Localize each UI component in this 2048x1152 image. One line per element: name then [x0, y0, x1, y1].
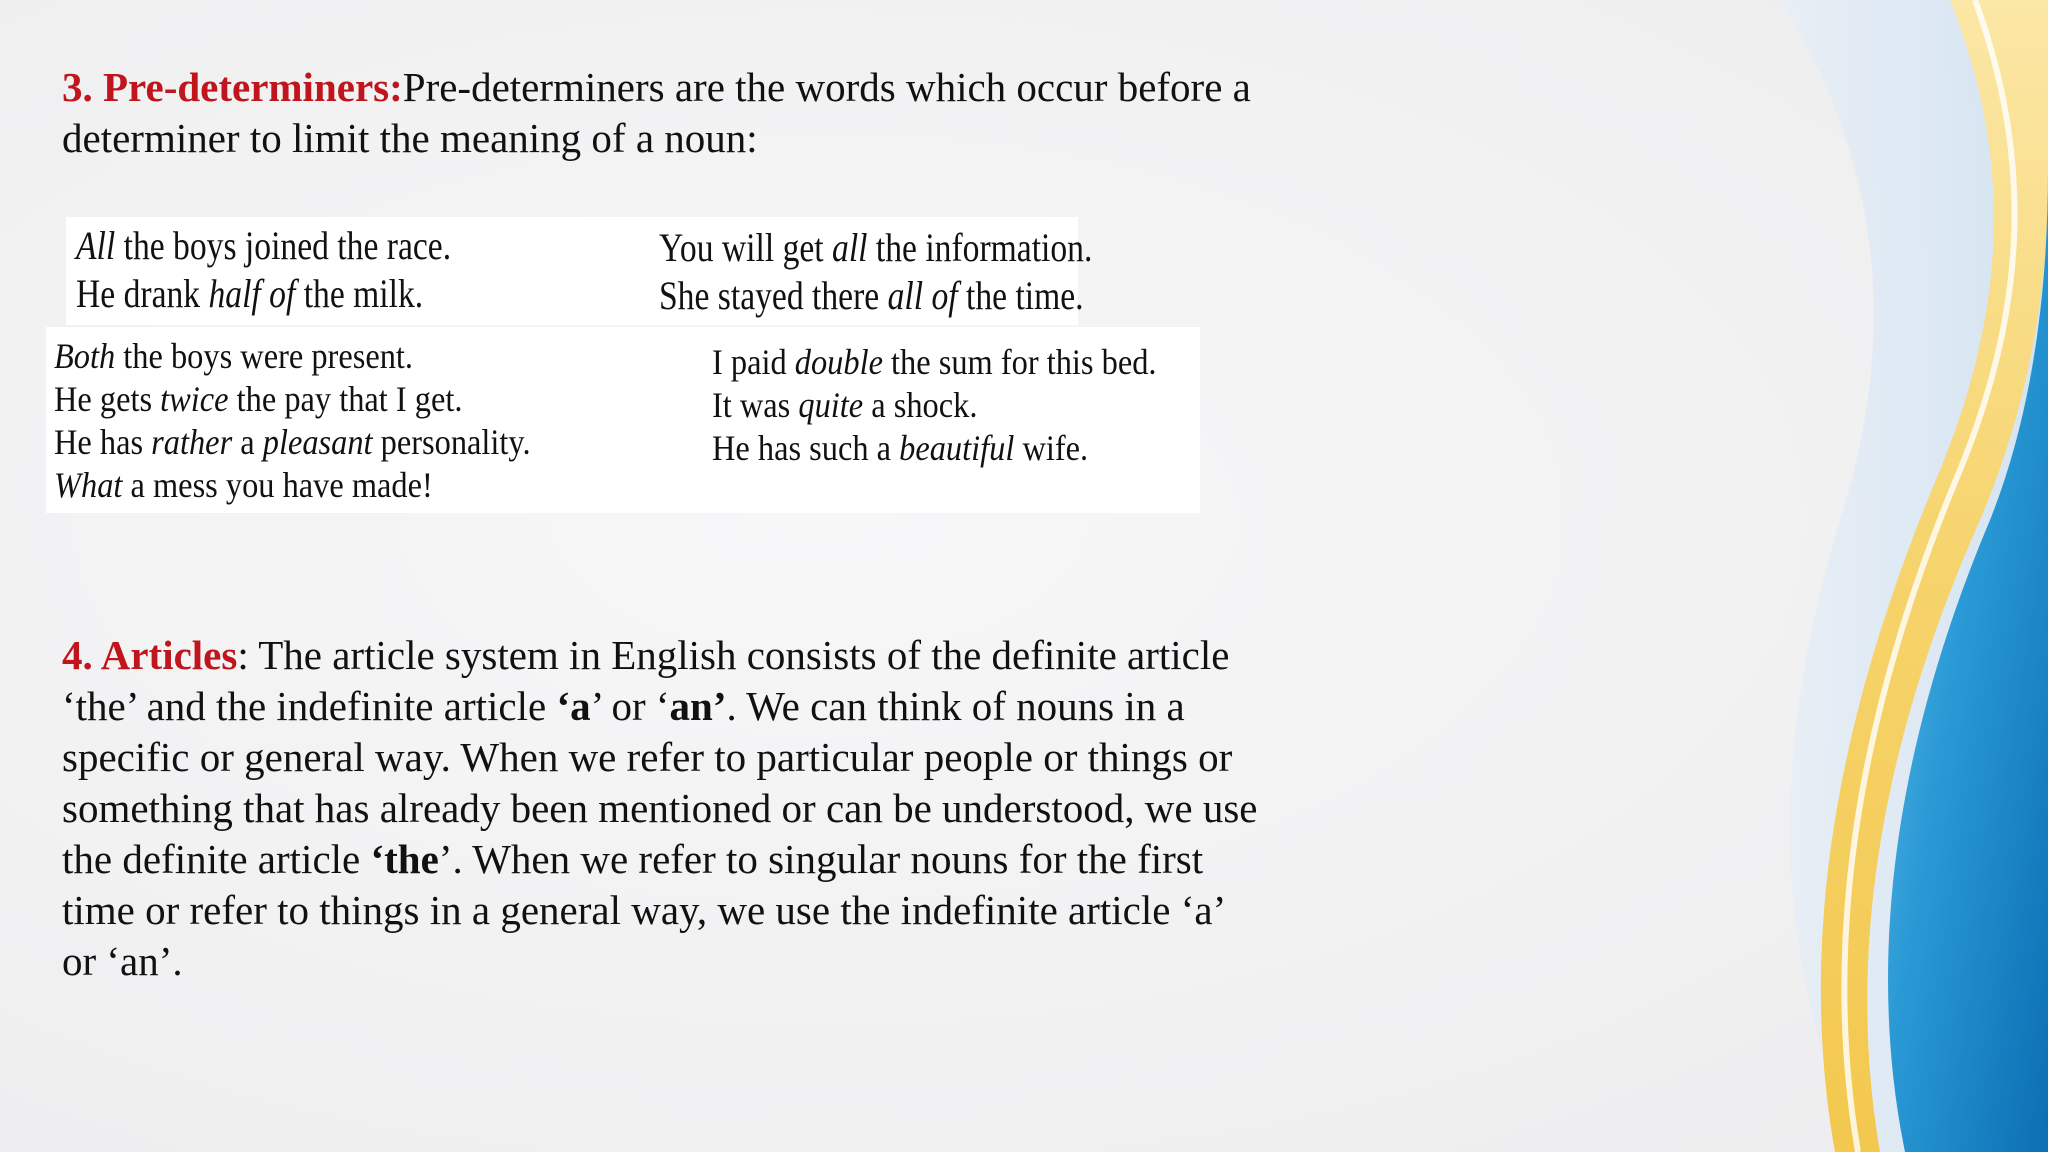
section-articles: 4. Articles: The article system in English consists of the definite article ‘the’ and the indefinite article ‘a’ or ‘an’. We can think of nouns in a specific or general way. When we refer to particular people or things or something that has already been mentioned or can be understood, we use the definite article ‘the’. When we refer to singular nouns for the first time or refer to things in a general way, we use the indefinite article ‘a’ or ‘an’. [62, 632, 1258, 984]
section-pre-determiners [62, 62, 1362, 164]
section-3-heading: 3. Pre-determiners: [62, 64, 403, 110]
section-3-text: Pre-determiners are the words which occur before a determiner to limit the meaning of a noun: [62, 64, 1251, 161]
example-sentence: You will get all the information. [659, 225, 1093, 270]
examples-box-2 [46, 327, 1200, 513]
example-sentence: Both the boys were present. [54, 336, 414, 376]
example-sentence: He drank half of the milk. [76, 271, 424, 316]
example-sentence: He has rather a pleasant personality. [54, 422, 531, 462]
example-sentence: He gets twice the pay that I get. [54, 379, 463, 419]
example-sentence: What a mess you have made! [54, 465, 433, 505]
example-sentence: He has such a beautiful wife. [712, 428, 1089, 468]
examples-box-1 [66, 217, 1093, 325]
example-sentence: She stayed there all of the time. [659, 273, 1084, 318]
example-sentence: It was quite a shock. [712, 385, 978, 425]
example-sentence: I paid double the sum for this bed. [712, 342, 1157, 382]
section-4-heading: 4. Articles [62, 632, 238, 678]
example-sentence: All the boys joined the race. [76, 223, 452, 268]
